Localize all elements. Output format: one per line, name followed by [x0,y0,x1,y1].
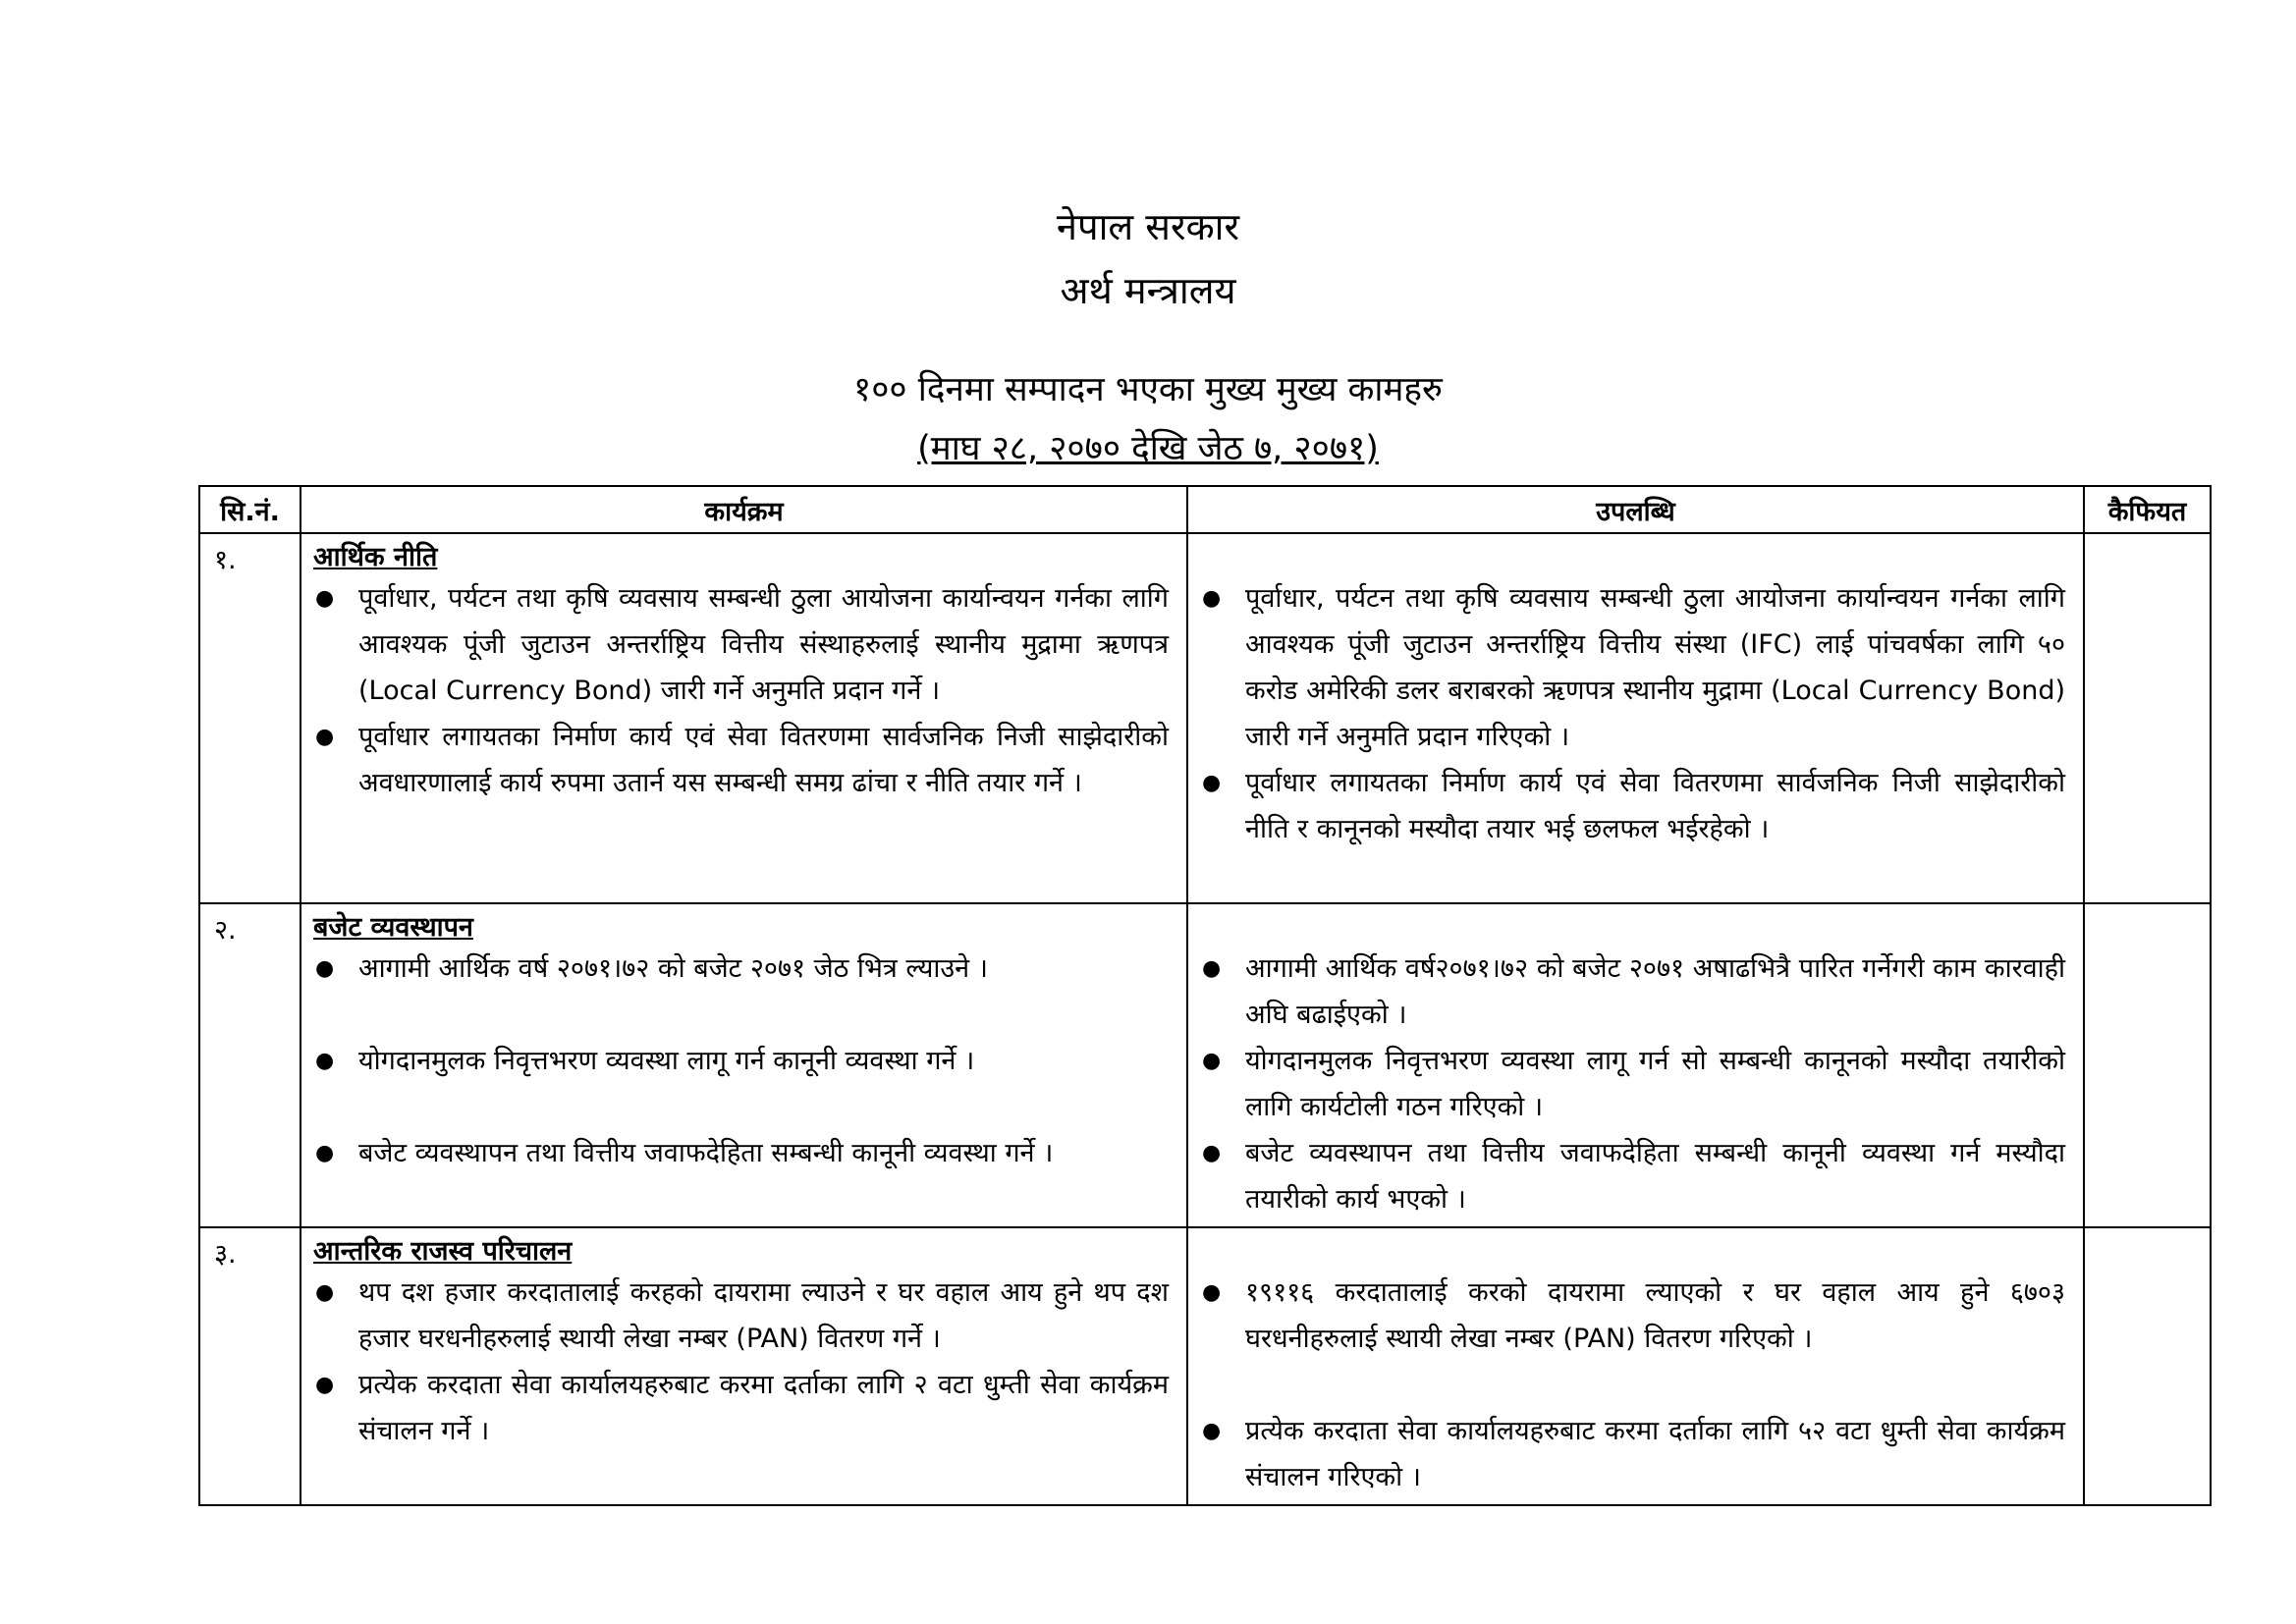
row-achievement-cell [1187,903,2084,1227]
bullet-icon: ● [1202,1049,1222,1073]
list-item: ● योगदानमुलक निवृत्तभरण व्यवस्था लागू गर्न कानूनी व्यवस्था गर्ने । [301,1038,1186,1084]
bullet-icon: ● [1202,586,1222,611]
program-list [301,1270,1186,1454]
row-achievement-cell [1187,533,2084,903]
government-name: नेपाल सरकार [1056,205,1240,248]
bullet-icon: ● [1202,1280,1222,1305]
row-remarks-cell [2084,1227,2211,1505]
row-sn: १. [199,533,301,903]
program-list [301,946,1186,1176]
list-item: ● आगामी आर्थिक वर्ष२०७१।७२ को बजेट २०७१ अषाढभित्रै पारित गर्नेगरी काम कारवाही अघि बढाईएको । [1188,946,2083,1038]
list-item: ● पूर्वाधार, पर्यटन तथा कृषि व्यवसाय सम्बन्धी ठुला आयोजना कार्यान्वयन गर्नका लागि आवश्यक पूंजी जुटाउन अन्तर्राष्ट्रिय वित्तीय संस्थाहरुलाई स्थानीय मुद्रामा ऋणपत्र (Local Currency Bond) जारी गर्ने अनुमति प्रदान गर्ने । [301,575,1186,714]
program-list [301,575,1186,806]
table-header-row [199,486,2211,533]
bullet-icon: ● [1202,956,1222,981]
header-sn: सि.नं. [199,486,301,533]
table-row [199,903,2211,1227]
table-row [199,1227,2211,1505]
list-item: ● आगामी आर्थिक वर्ष २०७१।७२ को बजेट २०७१ जेठ भित्र ल्याउने । [301,946,1186,992]
list-item: ● प्रत्येक करदाता सेवा कार्यालयहरुबाट करमा दर्ताका लागि ५२ वटा धुम्ती सेवा कार्यक्रम संचालन गरिएको । [1188,1408,2083,1500]
ministry-name: अर्थ मन्त्रालय [1060,269,1236,312]
bullet-icon: ● [315,1373,335,1397]
row-program-cell [301,1227,1187,1505]
row-program-cell [301,533,1187,903]
bullet-icon: ● [1202,1141,1222,1165]
row-remarks-cell [2084,533,2211,903]
row-sn: ३. [199,1227,301,1505]
list-item: ● पूर्वाधार लगायतका निर्माण कार्य एवं सेवा वितरणमा सार्वजनिक निजी साझेदारीको अवधारणालाई कार्य रुपमा उतार्न यस सम्बन्धी समग्र ढांचा र नीति तयार गर्ने । [301,714,1186,806]
bullet-icon: ● [315,1280,335,1305]
bullet-icon: ● [1202,771,1222,795]
list-item: ● योगदानमुलक निवृत्तभरण व्यवस्था लागू गर्न सो सम्बन्धी कानूनको मस्यौदा तयारीको लागि कार्यटोली गठन गरिएको । [1188,1038,2083,1130]
section-title: आर्थिक नीति [313,542,438,572]
list-item: ● बजेट व्यवस्थापन तथा वित्तीय जवाफदेहिता सम्बन्धी कानूनी व्यवस्था गर्ने । [301,1130,1186,1176]
list-item: ● १९११६ करदातालाई करको दायरामा ल्याएको र घर वहाल आय हुने ६७०३ घरधनीहरुलाई स्थायी लेखा नम्बर (PAN) वितरण गरिएको । [1188,1270,2083,1362]
section-title: बजेट व्यवस्थापन [313,912,473,943]
list-item: ● पूर्वाधार, पर्यटन तथा कृषि व्यवसाय सम्बन्धी ठुला आयोजना कार्यान्वयन गर्नका लागि आवश्यक पूंजी जुटाउन अन्तर्राष्ट्रिय वित्तीय संस्था (IFC) लाई पांचवर्षका लागि ५० करोड अमेरिकी डलर बराबरको ऋणपत्र स्थानीय मुद्रामा (Local Currency Bond) जारी गर्ने अनुमति प्रदान गरिएको । [1188,575,2083,760]
bullet-icon: ● [315,725,335,749]
list-item: ● पूर्वाधार लगायतका निर्माण कार्य एवं सेवा वितरणमा सार्वजनिक निजी साझेदारीको नीति र कानूनको मस्यौदा तयार भई छलफल भईरहेको । [1188,760,2083,852]
document-title: १०० दिनमा सम्पादन भएका मुख्य मुख्य कामहरु [853,370,1443,409]
row-program-cell [301,903,1187,1227]
header-program: कार्यक्रम [301,486,1187,533]
header-remarks: कैफियत [2084,486,2211,533]
row-sn: २. [199,903,301,1227]
bullet-icon: ● [1202,1419,1222,1443]
row-remarks-cell [2084,903,2211,1227]
achievements-table [198,485,2212,1506]
row-achievement-cell [1187,1227,2084,1505]
bullet-icon: ● [315,956,335,981]
achievement-list [1188,946,2083,1222]
bullet-icon: ● [315,1141,335,1165]
list-item: ● प्रत्येक करदाता सेवा कार्यालयहरुबाट करमा दर्ताका लागि २ वटा धुम्ती सेवा कार्यक्रम संचालन गर्ने । [301,1362,1186,1454]
header-achievement: उपलब्धि [1187,486,2084,533]
achievement-list [1188,1270,2083,1500]
document-period: (माघ २८, २०७० देखि जेठ ७, २०७१) [917,429,1379,468]
section-title: आन्तरिक राजस्व परिचालन [313,1236,573,1267]
bullet-icon: ● [315,1049,335,1073]
table-row [199,533,2211,903]
bullet-icon: ● [315,586,335,611]
list-item: ● बजेट व्यवस्थापन तथा वित्तीय जवाफदेहिता सम्बन्धी कानूनी व्यवस्था गर्न मस्यौदा तयारीको कार्य भएको । [1188,1130,2083,1222]
achievement-list [1188,575,2083,852]
list-item: ● थप दश हजार करदातालाई करहको दायरामा ल्याउने र घर वहाल आय हुने थप दश हजार घरधनीहरुलाई स्थायी लेखा नम्बर (PAN) वितरण गर्ने । [301,1270,1186,1362]
